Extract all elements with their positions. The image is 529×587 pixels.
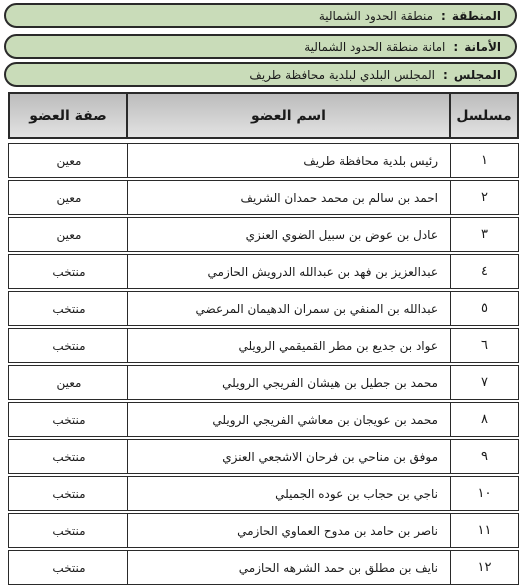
table-row: [8, 180, 519, 215]
region-separator: :: [441, 8, 446, 23]
row-member-role: منتخب: [52, 412, 86, 427]
table-header: [8, 92, 519, 139]
table-row: [8, 254, 519, 289]
column-header-role: صفة العضو: [29, 107, 107, 124]
row-member-name: ناصر بن حامد بن مدوح العماوي الحازمي: [127, 514, 450, 547]
council-value: المجلس البلدي لبلدية محافظة طريف: [249, 67, 435, 82]
row-member-role: معين: [56, 227, 82, 242]
region-field: [4, 3, 517, 28]
row-member-role: معين: [56, 153, 82, 168]
row-serial: ٨: [450, 403, 518, 436]
row-member-name: عواد بن جديع بن مطر القميقمي الرويلي: [127, 329, 450, 362]
row-serial: ٩: [450, 440, 518, 473]
row-serial: ٧: [450, 366, 518, 399]
council-label: المجلس: [453, 67, 501, 82]
row-serial: ١: [450, 144, 518, 177]
council-separator: :: [443, 67, 448, 82]
table-row: [8, 365, 519, 400]
table-row: [8, 476, 519, 511]
row-member-role: معين: [56, 190, 82, 205]
table-row: [8, 291, 519, 326]
row-member-name: محمد بن جطيل بن هيشان الفريجي الرويلي: [127, 366, 450, 399]
row-member-role: منتخب: [52, 301, 86, 316]
members-table-body: [8, 143, 519, 587]
row-serial: ٣: [450, 218, 518, 251]
row-serial: ٢: [450, 181, 518, 214]
table-row: [8, 217, 519, 252]
row-serial: ١١: [450, 514, 518, 547]
row-serial: ١٠: [450, 477, 518, 510]
row-member-role: منتخب: [52, 523, 86, 538]
row-serial: ٤: [450, 255, 518, 288]
table-row: [8, 513, 519, 548]
table-row: [8, 143, 519, 178]
amana-label: الأمانة: [464, 39, 501, 54]
column-header-serial: مسلسل: [449, 94, 517, 137]
amana-field: [4, 34, 517, 59]
table-row: [8, 550, 519, 585]
row-member-name: ناجي بن حجاب بن عوده الجميلي: [127, 477, 450, 510]
table-row: [8, 402, 519, 437]
region-label: المنطقة: [451, 8, 501, 23]
council-field: [4, 62, 517, 87]
table-row: [8, 439, 519, 474]
column-header-name: اسم العضو: [126, 94, 449, 137]
amana-value: امانة منطقة الحدود الشمالية: [304, 39, 446, 54]
table-row: [8, 328, 519, 363]
row-member-name: محمد بن عويجان بن معاشي الفريجي الرويلي: [127, 403, 450, 436]
row-serial: ١٢: [450, 551, 518, 584]
row-member-role: منتخب: [52, 560, 86, 575]
row-member-role: منتخب: [52, 264, 86, 279]
row-member-name: نايف بن مطلق بن حمد الشرهه الحازمي: [127, 551, 450, 584]
row-serial: ٦: [450, 329, 518, 362]
row-member-role: منتخب: [52, 338, 86, 353]
region-value: منطقة الحدود الشمالية: [318, 8, 434, 23]
row-member-name: عبدالله بن المنفي بن سمران الدهيمان المرعضي: [127, 292, 450, 325]
amana-separator: :: [453, 39, 459, 54]
row-serial: ٥: [450, 292, 518, 325]
row-member-name: موفق بن مناحي بن فرحان الاشجعي العنزي: [127, 440, 450, 473]
row-member-role: معين: [56, 375, 82, 390]
row-member-name: عادل بن عوض بن سبيل الضوي العنزي: [127, 218, 450, 251]
row-member-name: احمد بن سالم بن محمد حمدان الشريف: [127, 181, 450, 214]
row-member-role: منتخب: [52, 486, 86, 501]
row-member-name: عبدالعزيز بن فهد بن عبدالله الدرويش الحازمي: [127, 255, 450, 288]
row-member-name: رئيس بلدية محافظة طريف: [127, 144, 450, 177]
row-member-role: منتخب: [52, 449, 86, 464]
